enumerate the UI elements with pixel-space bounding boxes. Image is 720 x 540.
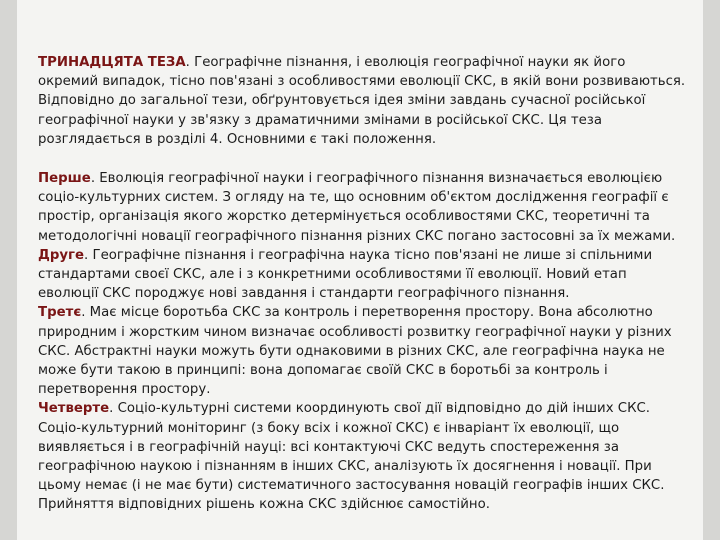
point-third-lead: Третє xyxy=(38,305,82,321)
right-side-bar xyxy=(703,0,720,540)
slide-text xyxy=(38,53,688,515)
point-second xyxy=(38,246,688,304)
point-fourth-lead: Четверте xyxy=(38,401,110,417)
thesis-heading: ТРИНАДЦЯТА ТЕЗА xyxy=(38,55,186,70)
point-first xyxy=(38,169,688,246)
slide-content-panel xyxy=(17,0,703,540)
point-third-body: . Має місце боротьба СКС за контроль і перетворення простору. Вона абсолютно природним і жорстким чином визначає особливості розвитку географічної науки у різних СКС. Абстрактні науки можуть бути однаковими в різних СКС, але географічна наука не може бути такою в принципі: вона допомагає своїй СКС в боротьбі за контроль і перетворення простору. xyxy=(38,305,672,398)
point-third xyxy=(38,303,688,399)
thesis-paragraph xyxy=(38,53,688,149)
thesis-body: . Географічне пізнання, і еволюція географічної науки як його окремий випадок, тісно пов'язані з особливостями еволюції СКС, в якій вони розвиваються. Відповідно до загальної тези, обґрунтовується ідея зміни завдань сучасної російської географічної науки у зв'язку з драматичними змінами в російської СКС. Ця теза розглядається в розділі 4. Основними є такі положення. xyxy=(38,55,686,147)
point-fourth xyxy=(38,399,688,514)
point-first-body: . Еволюція географічної науки і географічного пізнання визначається еволюцією соціо-культурних систем. З огляду на те, що основним об'єктом дослідження географії є простір, організація якого жорстко детермінується особливостями СКС, теоретичні та методологічні новації географічного пізнання різних СКС погано застосовні за їх межами. xyxy=(38,171,676,244)
point-first-lead: Перше xyxy=(38,171,91,187)
point-second-lead: Друге xyxy=(38,247,84,263)
point-fourth-body: . Соціо-культурні системи координують свої дії відповідно до дій інших СКС. Соціо-культурний моніторинг (з боку всіх і кожної СКС) є інваріант їх еволюції, що виявляється і в географічній науці: всі контактуючі СКС ведуть спостереження за географічною наукою і пізнанням в інших СКС, аналізують їх досягнення і новації. При цьому немає (і не має бути) систематичного застосування новацій географів інших СКС. Прийняття відповідних рішень кожна СКС здійснює самостійно. xyxy=(38,401,665,513)
left-side-bar xyxy=(0,0,17,540)
paragraph-gap xyxy=(38,149,688,169)
point-second-body: . Географічне пізнання і географічна наука тісно пов'язані не лише зі спільними стандартами своєї СКС, але і з конкретними особливостями її еволюції. Новий етап еволюції СКС породжує нові завдання і стандарти географічного пізнання. xyxy=(38,247,653,302)
